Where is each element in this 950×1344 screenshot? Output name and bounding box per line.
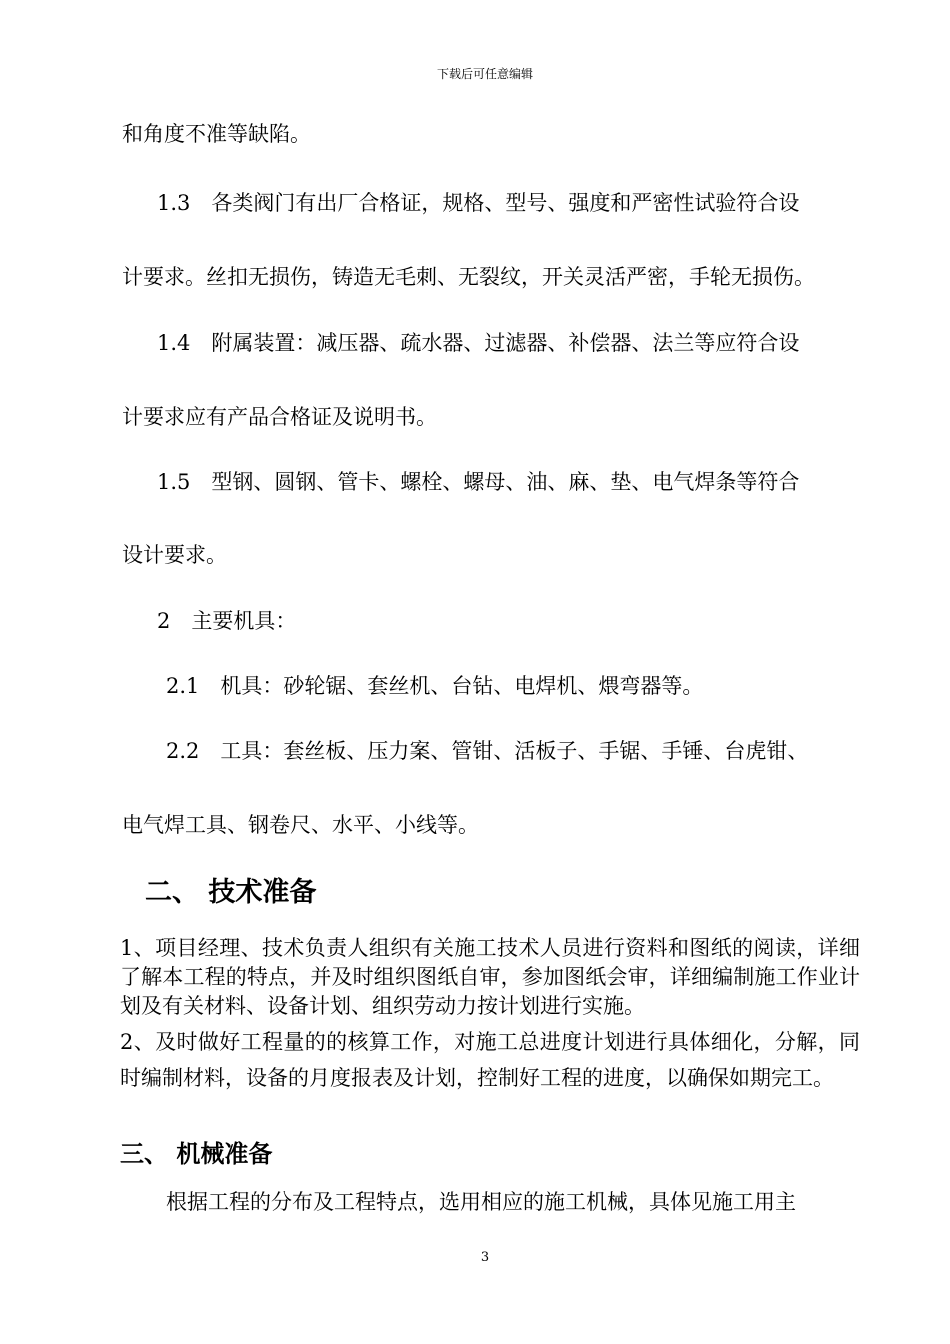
text-line: 和角度不准等缺陷。 bbox=[122, 122, 311, 146]
section-2-paragraph-2: 2、及时做好工程量的的核算工作，对施工总进度计划进行具体细化，分解，同时编制材料，设备的月度报表及计划，控制好工程的进度，以确保如期完工。 bbox=[120, 1030, 860, 1090]
item-1-3-line2: 计要求。丝扣无损伤，铸造无毛刺、无裂纹，开关灵活严密，手轮无损伤。 bbox=[122, 265, 815, 289]
item-1-4-line2: 计要求应有产品合格证及说明书。 bbox=[122, 405, 437, 429]
section-3-paragraph-1: 根据工程的分布及工程特点，选用相应的施工机械，具体见施工用主 bbox=[166, 1190, 796, 1214]
page-header: 下载后可任意编辑 bbox=[436, 67, 533, 81]
item-1-5-line2: 设计要求。 bbox=[122, 543, 227, 567]
section-2-paragraph-1: 1、项目经理、技术负责人组织有关施工技术人员进行资料和图纸的阅读，详细了解本工程的特点，并及时组织图纸自审，参加图纸会审，详细编制施工作业计划及有关材料、设备计划、组织劳动力按计划进行实施。 bbox=[120, 936, 860, 1018]
section-2-body bbox=[120, 934, 860, 1096]
item-1-3-line1: 1.3 各类阀门有出厂合格证，规格、型号、强度和严密性试验符合设 bbox=[157, 191, 800, 215]
item-2-2-line2: 电气焊工具、钢卷尺、水平、小线等。 bbox=[122, 813, 479, 837]
item-2-line: 2 主要机具： bbox=[157, 609, 297, 633]
item-2-2-line1: 2.2 工具：套丝板、压力案、管钳、活板子、手锯、手锤、台虎钳、 bbox=[166, 739, 809, 763]
item-2-1-line: 2.1 机具：砂轮锯、套丝机、台钻、电焊机、煨弯器等。 bbox=[166, 674, 704, 698]
section-3-heading: 三、 机械准备 bbox=[120, 1140, 273, 1168]
page-number: 3 bbox=[480, 1250, 490, 1265]
item-1-5-line1: 1.5 型钢、圆钢、管卡、螺栓、螺母、油、麻、垫、电气焊条等符合 bbox=[157, 470, 800, 494]
section-2-heading: 二、 技术准备 bbox=[145, 877, 317, 908]
item-1-4-line1: 1.4 附属装置：减压器、疏水器、过滤器、补偿器、法兰等应符合设 bbox=[157, 331, 800, 355]
